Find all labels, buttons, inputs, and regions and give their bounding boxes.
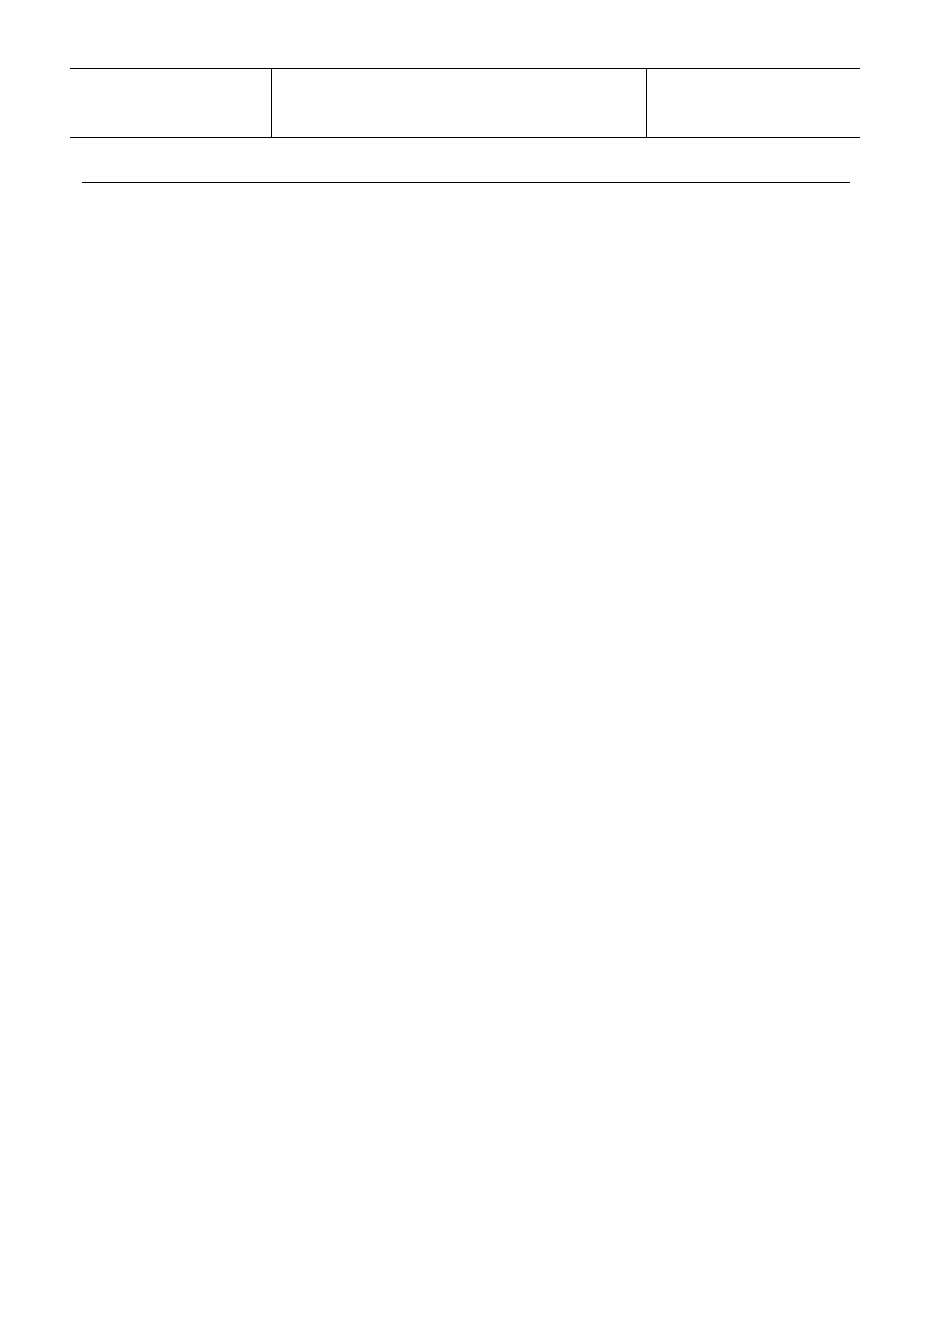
header-meta bbox=[70, 69, 272, 137]
motto bbox=[272, 69, 647, 137]
page-code bbox=[647, 69, 860, 137]
document-header bbox=[70, 68, 860, 138]
form-info-row bbox=[82, 160, 850, 183]
